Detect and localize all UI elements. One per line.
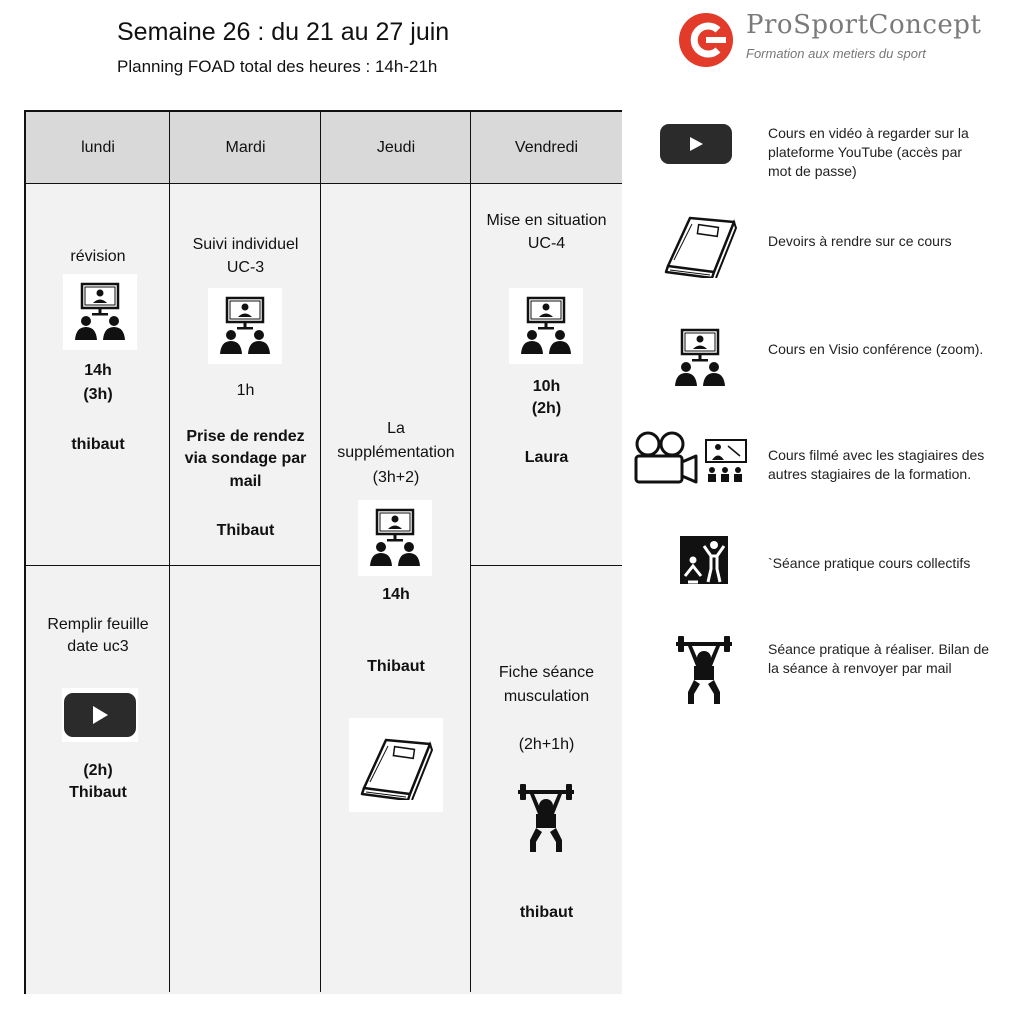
- weightlifting-icon: [516, 784, 576, 854]
- legend-youtube: [768, 124, 969, 181]
- schedule-table: [24, 110, 622, 994]
- legend-visio: [768, 340, 983, 359]
- cell-jeudi: [321, 184, 471, 994]
- page-title: Semaine 26 : du 21 au 27 juin: [117, 18, 450, 46]
- cell-text: Thibaut: [216, 522, 275, 539]
- grid-line: [320, 112, 321, 992]
- visio-conference-icon: [509, 288, 583, 364]
- legend-weightlifting: [768, 640, 989, 678]
- cell-lundi-pm: [26, 566, 170, 994]
- cell-text: Fiche séance: [498, 664, 595, 681]
- cell-text: UC-4: [527, 235, 566, 252]
- grid-line: [470, 112, 471, 992]
- legend-text: autres stagiaires de la formation.: [768, 466, 972, 482]
- cell-text: (2h): [531, 400, 562, 417]
- day-header-jeudi: Jeudi: [321, 112, 471, 184]
- legend-text: Cours en Visio conférence (zoom).: [768, 341, 984, 357]
- grid-line: [169, 112, 170, 992]
- cell-text: révision: [70, 248, 126, 265]
- cell-text: Thibaut: [69, 784, 127, 801]
- cell-text: Prise de rendez: [186, 428, 305, 445]
- cell-text: (3h): [83, 386, 113, 403]
- legend-filmed: [768, 446, 984, 484]
- grid-line: [471, 565, 622, 566]
- logo-tagline: Formation aux metiers du sport: [746, 46, 926, 61]
- cell-mardi-am: [170, 184, 321, 566]
- homework-book-icon: [349, 718, 443, 812]
- grid-line: [26, 565, 321, 566]
- cell-text: (3h+2): [372, 469, 420, 486]
- youtube-play-icon: [660, 124, 732, 164]
- cell-vendredi-pm: [471, 566, 622, 994]
- cell-text: (2h): [83, 762, 113, 779]
- homework-book-icon: [660, 208, 740, 278]
- legend-text: Cours en vidéo à regarder sur la: [768, 125, 969, 141]
- cell-text: Mise en situation: [486, 212, 607, 229]
- legend-text: la séance à renvoyer par mail: [768, 660, 952, 676]
- legend-text: Devoirs à rendre sur ce cours: [768, 233, 952, 249]
- cell-text: 10h: [532, 378, 561, 395]
- cell-text: La: [387, 420, 405, 437]
- cell-text: via sondage par: [184, 450, 307, 467]
- cell-text: thibaut: [519, 904, 574, 921]
- cell-text: musculation: [503, 688, 590, 705]
- legend-homework: [768, 232, 952, 251]
- cell-text: 14h: [84, 362, 112, 379]
- legend-text: plateforme YouTube (accès par: [768, 144, 963, 160]
- cell-mardi-pm: [170, 566, 321, 994]
- prosportconcept-logo-icon: [676, 10, 736, 70]
- cell-text: supplémentation: [337, 444, 455, 461]
- cell-text: Remplir feuille: [47, 616, 149, 633]
- cell-text: Suivi individuel: [192, 236, 299, 253]
- visio-conference-icon: [358, 500, 432, 576]
- cell-lundi-am: [26, 184, 170, 566]
- cell-text: UC-3: [226, 259, 265, 276]
- legend-group-practice: [768, 554, 970, 573]
- cell-vendredi-am: [471, 184, 622, 566]
- filmed-class-icon: [632, 428, 752, 488]
- day-header-lundi: lundi: [26, 112, 170, 184]
- logo: [676, 10, 1016, 70]
- cell-text: 1h: [236, 382, 255, 399]
- youtube-play-icon: [62, 688, 138, 742]
- cell-text: (2h+1h): [518, 736, 575, 753]
- cell-text: Laura: [524, 449, 569, 466]
- logo-name: ProSportConcept: [746, 10, 982, 40]
- cell-text: 14h: [382, 586, 410, 603]
- legend-text: Cours filmé avec les stagiaires des: [768, 447, 985, 463]
- visio-conference-icon: [670, 328, 730, 388]
- day-header-mardi: Mardi: [170, 112, 321, 184]
- page-subtitle: Planning FOAD total des heures : 14h-21h: [117, 57, 438, 76]
- day-header-vendredi: Vendredi: [471, 112, 622, 184]
- weightlifting-icon: [674, 636, 734, 706]
- legend-text: mot de passe): [768, 163, 857, 179]
- visio-conference-icon: [208, 288, 282, 364]
- cell-text: thibaut: [71, 436, 125, 453]
- legend-text: `Séance pratique cours collectifs: [768, 555, 971, 571]
- legend-text: Séance pratique à réaliser. Bilan de: [768, 641, 990, 657]
- cell-text: mail: [229, 473, 262, 490]
- cell-text: Thibaut: [367, 658, 425, 675]
- cell-text: date uc3: [67, 638, 129, 655]
- group-practice-icon: [680, 536, 728, 584]
- visio-conference-icon: [63, 274, 137, 350]
